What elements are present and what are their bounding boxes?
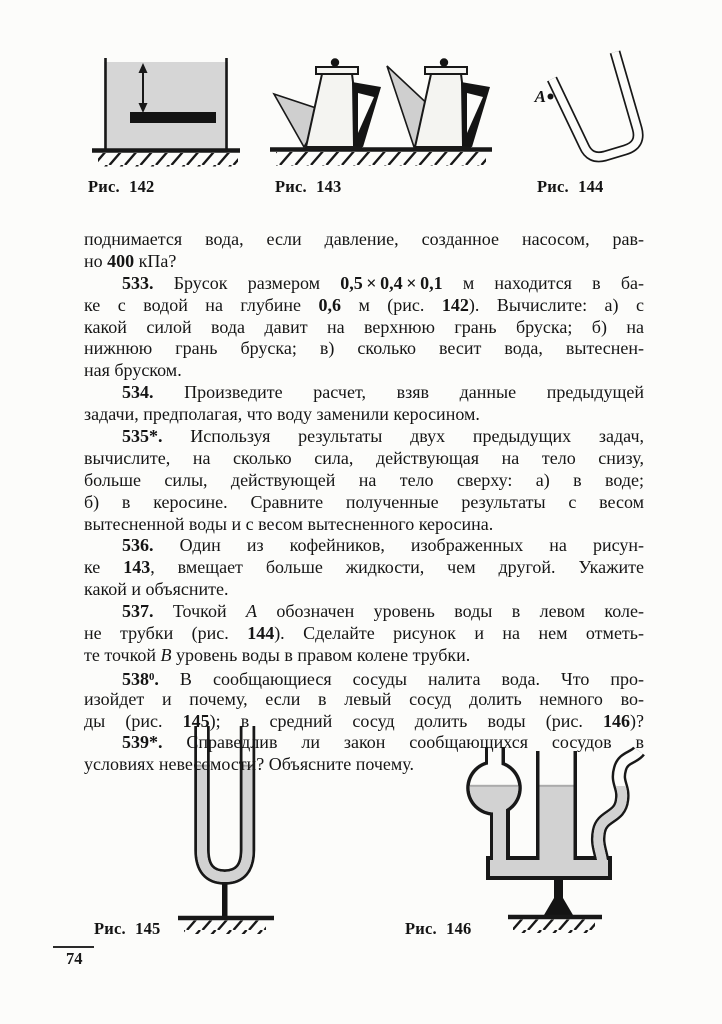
- fig143-ground-hatch: [276, 152, 486, 166]
- fig145-caption: Рис. 145: [94, 919, 161, 938]
- fig143-left-lid: [316, 67, 358, 74]
- text-line: задачи, предполагая, что воду заменили керосином.: [84, 404, 480, 425]
- text-line: 537. Точкой А обозначен уровень воды в левом коле-: [122, 601, 644, 622]
- fig142-submerged-block-diagram: [92, 58, 240, 167]
- text-line: вычислите, на сколько сила, действующая на тело снизу,: [84, 447, 644, 468]
- text-line: б) в керосине. Сравните полученные результаты с весом: [84, 491, 644, 512]
- fig145-stand-stem: [222, 884, 228, 918]
- problem-text-block: [84, 229, 644, 776]
- fig144-caption: Рис. 144: [537, 177, 604, 196]
- text-line: нижнюю грань бруска; в) сколько весит вода, вытеснен-: [84, 338, 644, 359]
- fig143-right-lid: [425, 67, 467, 74]
- text-line: $538^0$. В сообщающиеся сосуды налита вода. Что про-: [122, 668, 644, 689]
- text-line: ная бруском.: [84, 360, 182, 381]
- fig143-left-pot: [274, 58, 381, 147]
- footer-rule: [53, 946, 94, 948]
- fig146-caption: Рис. 146: [405, 919, 472, 938]
- fig143-left-handle: [352, 82, 381, 147]
- text-line: вытесненной воды и с весом вытесненного керосина.: [84, 513, 494, 534]
- fig143-left-knob: [331, 58, 339, 66]
- fig143-coffeepots-diagram: [270, 58, 492, 165]
- text-line: изойдет и почему, если в левый сосуд долить немного во-: [84, 688, 644, 709]
- text-line: какой и объясните.: [84, 579, 229, 600]
- text-line: ды (рис. 145); в средний сосуд долить воды (рис. 146)?: [84, 710, 645, 731]
- fig145-ground-hatch: [184, 921, 266, 935]
- fig143-caption: Рис. 143: [275, 177, 342, 196]
- page-number: 74: [66, 949, 83, 968]
- fig142-ground-hatch: [98, 153, 238, 167]
- fig143-right-handle: [461, 82, 490, 147]
- fig144-tilted-tube-diagram: [534, 52, 638, 157]
- fig144-point-a-label: А: [534, 87, 546, 106]
- fig146-stand-stem: [544, 880, 573, 915]
- fig142-water: [104, 62, 228, 150]
- text-line: какой силой вода давит на верхнюю грань бруска; б) на: [84, 316, 644, 337]
- text-line: поднимается вода, если давление, созданное насосом, рав-: [84, 229, 644, 249]
- fig144-point-a-dot: [548, 94, 554, 100]
- text-line: 536. Один из кофейников, изображенных на рисун-: [122, 535, 644, 556]
- text-line: не трубки (рис. 144). Сделайте рисунок и на нем отметь-: [84, 623, 644, 644]
- fig142-block: [130, 112, 216, 123]
- fig143-right-pot: [387, 58, 490, 147]
- text-line: 534. Произведите расчет, взяв данные предыдущей: [122, 382, 644, 403]
- text-line: больше силы, действующей на тело сверху: а) в воде;: [84, 469, 644, 490]
- text-line: 533. Брусок размером 0,5 × 0,4 × 0,1 м находится в ба-: [122, 272, 644, 293]
- text-line: те точкой В уровень воды в правом колене трубки.: [84, 644, 471, 665]
- text-line: 539*. Справедлив ли закон сообщающихся сосудов в: [122, 732, 644, 753]
- fig143-right-knob: [440, 58, 448, 66]
- text-line: условиях невесомости? Объясните почему.: [84, 754, 415, 775]
- text-line: ке с водой на глубине 0,6 м (рис. 142). Вычислите: а) с: [84, 294, 644, 315]
- text-line: 535*. Используя результаты двух предыдущих задач,: [122, 426, 644, 447]
- fig142-caption: Рис. 142: [88, 177, 155, 196]
- fig146-ground-hatch: [513, 920, 595, 934]
- text-line: ке 143, вмещает больше жидкости, чем другой. Укажите: [84, 557, 644, 578]
- text-line: но 400 кПа?: [84, 250, 177, 271]
